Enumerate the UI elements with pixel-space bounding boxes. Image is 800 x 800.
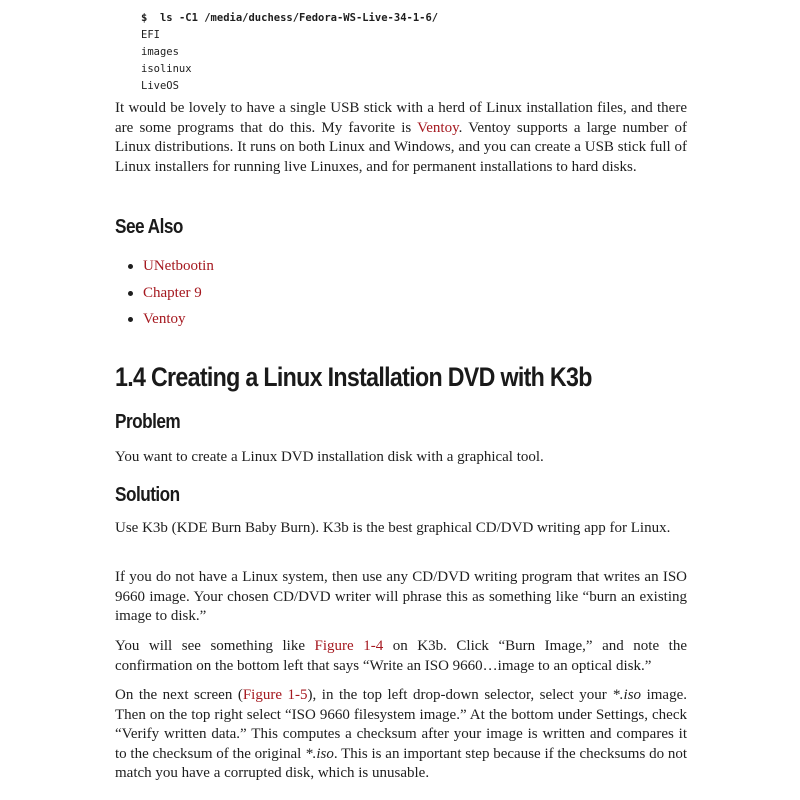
output-line: EFI [141,29,160,41]
p3-text-rest: on K3b. Click “Burn Image,” and note the confirmation on the bottom left that says “Write an ISO 9660…image to an optical disk.” [115,638,687,674]
iso-filename: *.iso [612,687,642,703]
unetbootin-link[interactable]: UNetbootin [143,258,214,274]
p4-text: On the next screen ( [115,687,243,703]
output-line: LiveOS [141,80,179,92]
bullet-icon [128,291,133,296]
output-line: isolinux [141,63,192,75]
ventoy-link[interactable]: Ventoy [143,311,186,327]
solution-paragraph-3 [115,637,687,676]
solution-paragraph-2: If you do not have a Linux system, then use any CD/DVD writing program that writes an ISO 9660 image. Your chosen CD/DVD writer will phrase this as something like “burn an existing image to disk.” [115,569,687,624]
p3-text: You will see something like [115,638,315,654]
p4-text: image. Then on the top right select “ISO 9660 filesystem image.” At the bottom under Settings, check “Verify written data.” This computes a checksum after your image is written and compares it to the checksum of the original [115,687,687,762]
shell-prompt: $ [141,12,148,24]
figure-1-5-link[interactable]: Figure 1-5 [242,687,308,703]
intro-text-rest: . Ventoy supports a large number of Linux distributions. It runs on both Linux and Windows, and you can create a USB stick full of Linux installers for running live Linuxes, and for permanent installations to hard disks. [115,119,687,175]
chapter-9-link[interactable]: Chapter 9 [143,284,202,301]
solution-paragraph-4 [115,686,687,784]
iso-filename: *.iso [305,745,334,762]
bullet-icon [128,264,133,269]
see-also-heading: See Also [115,216,183,238]
bullet-icon [128,317,133,322]
see-also-list [115,256,214,336]
ventoy-link[interactable]: Ventoy [417,119,459,136]
list-item [115,256,214,283]
code-block [141,10,438,95]
output-line: images [141,46,179,58]
solution-paragraph-1: Use K3b (KDE Burn Baby Burn). K3b is the best graphical CD/DVD writing app for Linux. [115,520,671,536]
p4-text: . This is an important step because if the checksums do not match you have a corrupted disk, which is unusable. [115,745,688,781]
list-item [115,283,214,310]
problem-heading: Problem [115,411,181,433]
section-title: 1.4 Creating a Linux Installation DVD with K3b [115,362,592,392]
problem-text: You want to create a Linux DVD installation disk with a graphical tool. [115,449,544,465]
intro-text: It would be lovely to have a single USB stick with a herd of Linux installation files, and there are some programs that do this. My favorite is [115,100,687,136]
figure-1-4-link[interactable]: Figure 1-4 [314,638,384,654]
p4-text: ), in the top left drop-down selector, select your [307,687,613,703]
list-item [115,309,214,336]
solution-heading: Solution [115,484,180,506]
shell-command: ls -C1 /media/duchess/Fedora-WS-Live-34-1-6/ [159,12,439,24]
intro-paragraph [115,99,687,177]
